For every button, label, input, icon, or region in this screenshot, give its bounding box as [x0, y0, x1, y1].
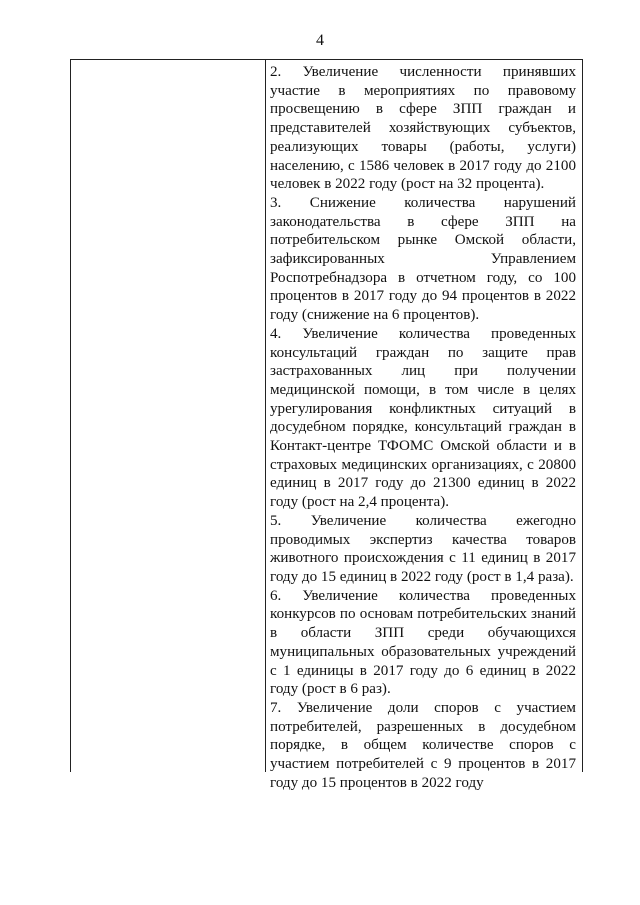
indicator-text: 3. Снижение количества нарушений законодательства в сфере ЗПП на потребительском рынке Омской области, зафиксированных Управлением Роспотребнадзора в отчетном году, со 100 процентов в 2017 году до 94 процентов в 2022 году (снижение на 6 процентов). — [270, 194, 576, 324]
indicator-text: 5. Увеличение количества ежегодно проводимых экспертиз качества товаров животного происхождения с 11 единиц в 2017 году до 15 единиц в 2022 году (рост в 1,4 раза). — [270, 512, 576, 585]
indicator-text: 7. Увеличение доли споров с участием потребителей, разрешенных в досудебном порядке, в общем количестве споров с участием потребителей с 9 процентов в 2017 году до 15 процентов в 2022 году — [270, 699, 576, 791]
page-number: 4 — [316, 32, 324, 49]
indicator-item-5 — [270, 512, 576, 587]
column-divider — [265, 60, 266, 772]
indicator-item-3 — [270, 194, 576, 325]
indicator-item-2 — [270, 63, 576, 194]
indicator-item-7 — [270, 699, 576, 793]
indicator-text: 4. Увеличение количества проведенных консультаций граждан по защите прав застрахованных лиц при получении медицинской помощи, в том числе в целях урегулирования конфликтных ситуаций в досудебном порядке, консультаций граждан в Контакт-центре ТФОМС Омской области и в страховых медицинских организациях, с 20800 единиц в 2017 году до 21300 единиц в 2022 году (рост на 2,4 процента). — [270, 325, 576, 511]
indicators-cell — [270, 63, 576, 792]
indicator-text: 6. Увеличение количества проведенных конкурсов по основам потребительских знаний в области ЗПП среди обучающихся муниципальных образовательных учреждений с 1 единицы в 2017 году до 6 единиц в 2022 году (рост в 6 раз). — [270, 587, 576, 698]
indicators-table — [70, 59, 583, 791]
indicator-item-6 — [270, 587, 576, 699]
indicator-text: 2. Увеличение численности принявших участие в мероприятиях по правовому просвещению в сфере ЗПП граждан и представителей хозяйствующих субъектов, реализующих товары (работы, услуги) населению, с 1586 человек в 2017 году до 2100 человек в 2022 году (рост на 32 процента). — [270, 64, 576, 193]
indicator-item-4 — [270, 325, 576, 512]
